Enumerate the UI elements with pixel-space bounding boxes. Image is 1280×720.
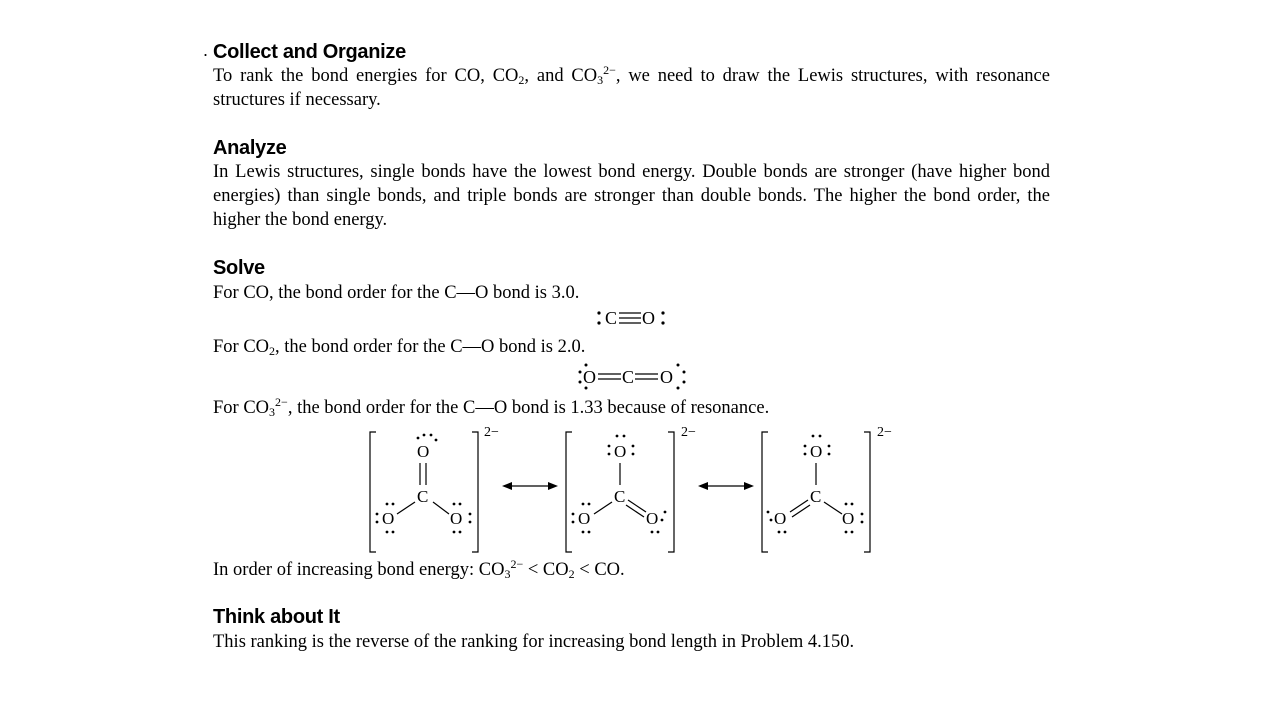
atom-o: O — [660, 367, 673, 387]
lone-pair-dot — [469, 521, 472, 524]
atom-c: C — [810, 487, 822, 506]
lone-pair-dot — [608, 445, 611, 448]
atom-o-left: O — [382, 509, 395, 528]
lone-pair-dot — [392, 503, 395, 506]
collect-text-3: , we need to draw the Lewis structures, with resonance structures if necessary. — [213, 66, 1050, 110]
lone-pair-dot — [376, 513, 379, 516]
order-line-a: In order of increasing bond energy: CO — [213, 560, 505, 580]
atom-o-top: O — [614, 442, 627, 461]
lone-pair-dot — [851, 531, 854, 534]
sub-3: 3 — [504, 567, 511, 581]
lone-pair-dot — [608, 453, 611, 456]
co3-line-b: , the bond order for the C—O bond is 1.33 because of resonance. — [287, 398, 770, 418]
charge-label: 2− — [603, 63, 616, 77]
order-line — [213, 558, 625, 582]
think-heading: Think about It — [213, 606, 340, 628]
atom-o-right: O — [646, 509, 659, 528]
sub-3: 3 — [597, 73, 604, 87]
lone-pair-dot — [572, 521, 575, 524]
bond-line — [594, 502, 612, 514]
resonance-structure-2 — [566, 425, 696, 552]
lone-pair-dot — [579, 381, 582, 384]
atom-o-top: O — [417, 442, 430, 461]
lone-pair-dot — [770, 519, 773, 522]
atom-c: C — [605, 308, 618, 328]
lone-pair-dot — [845, 531, 848, 534]
co-lewis-structure — [585, 303, 675, 333]
bracket-left — [370, 432, 376, 552]
bond-line — [397, 502, 415, 514]
co2-line-a: For CO — [213, 337, 270, 357]
bond-line — [433, 502, 449, 514]
analyze-heading: Analyze — [213, 137, 287, 159]
lone-pair-dot — [664, 511, 667, 514]
lone-pair-dot — [572, 513, 575, 516]
lone-pair-dot — [588, 531, 591, 534]
atom-o-top: O — [810, 442, 823, 461]
atom-c: C — [417, 487, 429, 506]
lone-pair-dot — [804, 453, 807, 456]
lone-pair-dot — [683, 371, 686, 374]
lone-pair-dot — [657, 531, 660, 534]
collect-heading: Collect and Organize — [213, 41, 406, 63]
lone-pair-dot — [623, 435, 626, 438]
lone-pair-dot — [804, 445, 807, 448]
lone-pair-dot — [767, 511, 770, 514]
lone-pair-dot — [861, 513, 864, 516]
lone-pair-dot — [453, 531, 456, 534]
bracket-right — [668, 432, 674, 552]
atom-o-left: O — [774, 509, 787, 528]
collect-text — [213, 64, 1050, 112]
lone-pair-dot — [661, 321, 664, 324]
co3-line-a: For CO — [213, 398, 270, 418]
resonance-structure-1 — [370, 425, 499, 552]
lone-pair-dot — [417, 437, 420, 440]
lone-pair-dot — [616, 435, 619, 438]
lone-pair-dot — [861, 521, 864, 524]
collect-text-1: To rank the bond energies for CO, CO — [213, 66, 519, 86]
bond-line — [626, 505, 644, 517]
co3-line — [213, 396, 769, 420]
co2-lewis-structure — [574, 357, 690, 393]
co-line: For CO, the bond order for the C—O bond is 3.0. — [213, 283, 580, 303]
lone-pair-dot — [632, 453, 635, 456]
lone-pair-dot — [661, 311, 664, 314]
lone-pair-dot — [819, 435, 822, 438]
lone-pair-dot — [386, 531, 389, 534]
lone-pair-dot — [423, 434, 426, 437]
lone-pair-dot — [597, 311, 600, 314]
lone-pair-dot — [597, 321, 600, 324]
bond-line — [628, 500, 646, 512]
charge-label: 2− — [275, 395, 288, 409]
analyze-text: In Lewis structures, single bonds have the lowest bond energy. Double bonds are stronger (have higher bond energies) than single bonds, and triple bonds are stronger than double bonds. The higher the bond order, the higher the bond energy. — [213, 162, 1050, 230]
bracket-left — [566, 432, 572, 552]
order-line-c: < CO. — [574, 560, 625, 580]
lone-pair-dot — [828, 445, 831, 448]
atom-c: C — [622, 367, 635, 387]
order-line-b: < CO — [523, 560, 569, 580]
lone-pair-dot — [651, 531, 654, 534]
lone-pair-dot — [812, 435, 815, 438]
resonance-arrow-2 — [698, 482, 754, 490]
charge-label: 2− — [877, 425, 892, 440]
lone-pair-dot — [677, 364, 680, 367]
sub-2: 2 — [269, 344, 276, 358]
atom-o-right: O — [450, 509, 463, 528]
collect-text-2: , and CO — [524, 66, 598, 86]
lone-pair-dot — [435, 439, 438, 442]
lone-pair-dot — [386, 503, 389, 506]
lone-pair-dot — [845, 503, 848, 506]
bullet-marker: . — [203, 40, 209, 60]
co2-line — [213, 335, 585, 359]
lone-pair-dot — [453, 503, 456, 506]
lone-pair-dot — [459, 503, 462, 506]
carbonate-resonance-structures — [360, 420, 905, 560]
lone-pair-dot — [579, 371, 582, 374]
lone-pair-dot — [784, 531, 787, 534]
think-text: This ranking is the reverse of the ranking for increasing bond length in Problem 4.150. — [213, 632, 855, 652]
sub-3: 3 — [269, 405, 276, 419]
charge-label: 2− — [681, 425, 696, 440]
atom-o-right: O — [842, 509, 855, 528]
bond-line — [792, 505, 810, 517]
sub-2: 2 — [568, 567, 575, 581]
lone-pair-dot — [392, 531, 395, 534]
sub-2: 2 — [518, 73, 525, 87]
bond-line — [790, 500, 808, 512]
atom-o-left: O — [578, 509, 591, 528]
lone-pair-dot — [632, 445, 635, 448]
lone-pair-dot — [778, 531, 781, 534]
lone-pair-dot — [588, 503, 591, 506]
lone-pair-dot — [430, 434, 433, 437]
lone-pair-dot — [661, 519, 664, 522]
lone-pair-dot — [851, 503, 854, 506]
lone-pair-dot — [683, 381, 686, 384]
atom-o: O — [583, 367, 596, 387]
lone-pair-dot — [582, 531, 585, 534]
atom-o: O — [642, 308, 655, 328]
co2-line-b: , the bond order for the C—O bond is 2.0. — [275, 337, 586, 357]
resonance-structure-3 — [762, 425, 892, 552]
bracket-right — [472, 432, 478, 552]
bond-line — [824, 502, 842, 514]
bracket-right — [864, 432, 870, 552]
atom-c: C — [614, 487, 626, 506]
charge-label: 2− — [510, 557, 524, 571]
lone-pair-dot — [582, 503, 585, 506]
solve-heading: Solve — [213, 257, 265, 279]
lone-pair-dot — [828, 453, 831, 456]
resonance-arrow-1 — [502, 482, 558, 490]
bracket-left — [762, 432, 768, 552]
lone-pair-dot — [677, 387, 680, 390]
charge-label: 2− — [484, 425, 499, 440]
lone-pair-dot — [469, 513, 472, 516]
lone-pair-dot — [459, 531, 462, 534]
lone-pair-dot — [376, 521, 379, 524]
